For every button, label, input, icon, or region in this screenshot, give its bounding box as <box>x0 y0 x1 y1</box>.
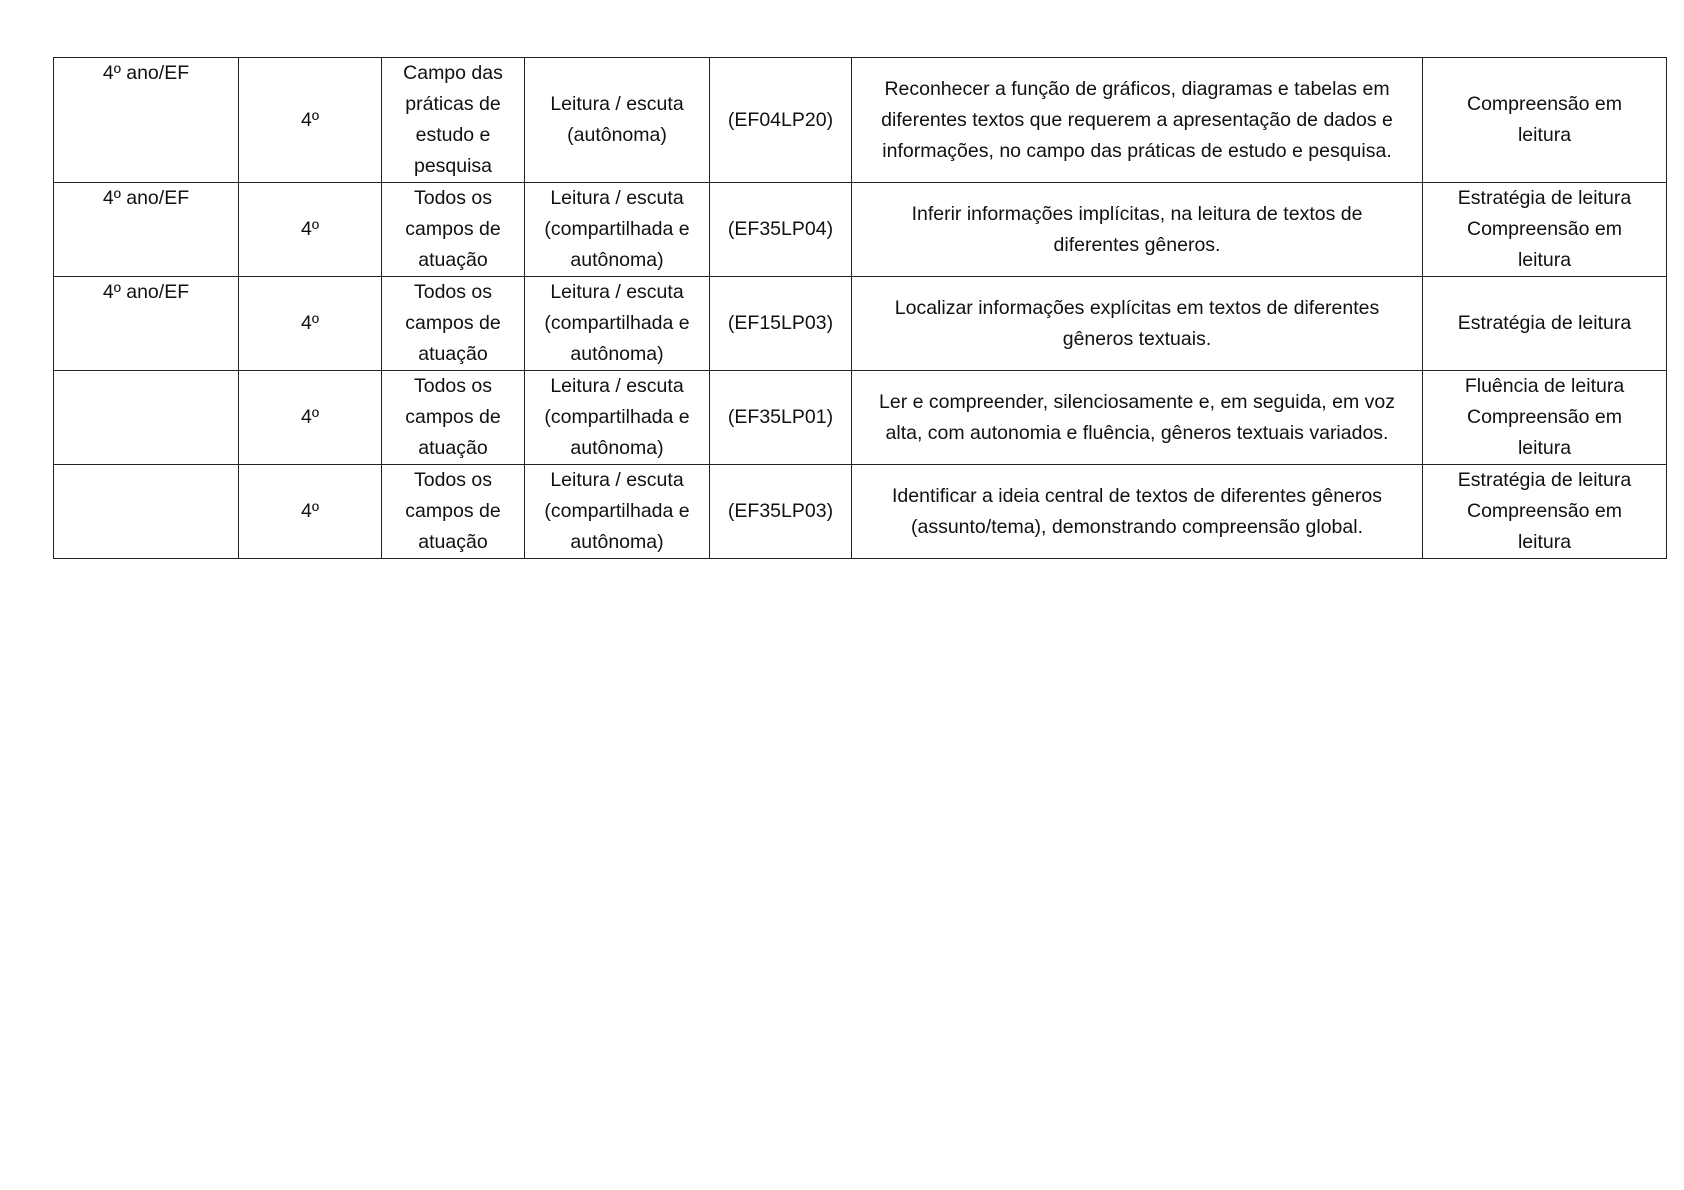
table-row <box>54 277 1667 371</box>
skill-code-cell-text: (EF04LP20) <box>727 108 834 131</box>
field-cell-line: práticas de <box>405 93 501 115</box>
year-cell <box>54 465 239 559</box>
field-cell <box>382 371 525 465</box>
document-page <box>53 57 1666 559</box>
skill-description-cell-line: Identificar a ideia central de textos de diferentes gêneros <box>892 484 1382 507</box>
focus-cell-line: Estratégia de leitura <box>1457 469 1632 491</box>
year-cell-text: 4º ano/EF <box>102 281 190 303</box>
field-cell-line: pesquisa <box>413 155 493 177</box>
field-cell-line: Todos os <box>413 469 493 491</box>
practice-cell-line: Leitura / escuta <box>550 375 684 397</box>
practice-cell-line: (compartilhada e <box>544 406 690 428</box>
focus-cell-line: Compreensão em <box>1467 500 1622 522</box>
field-cell <box>382 277 525 371</box>
skill-description-cell-line: (assunto/tema), demonstrando compreensão global. <box>910 515 1363 538</box>
focus-cell <box>1423 277 1667 371</box>
year-cell <box>54 277 239 371</box>
skill-description-cell <box>852 371 1423 465</box>
skill-description-cell <box>852 277 1423 371</box>
skill-description-cell <box>852 465 1423 559</box>
grade-cell <box>239 465 382 559</box>
table-row <box>54 58 1667 183</box>
practice-cell-line: (compartilhada e <box>544 500 690 522</box>
practice-cell-line: autônoma) <box>570 437 664 459</box>
focus-cell-line: leitura <box>1517 531 1572 553</box>
practice-cell-line: (compartilhada e <box>544 218 690 240</box>
skill-description-cell-line: Reconhecer a função de gráficos, diagramas e tabelas em <box>884 77 1390 100</box>
skill-code-cell <box>710 183 852 277</box>
field-cell-line: atuação <box>418 343 488 365</box>
grade-cell-text: 4º <box>301 406 319 428</box>
field-cell-line: Campo das <box>403 62 503 84</box>
skill-description-cell <box>852 58 1423 183</box>
focus-cell-line: Estratégia de leitura <box>1457 312 1632 334</box>
skill-description-cell-line: alta, com autonomia e fluência, gêneros textuais variados. <box>885 421 1389 444</box>
practice-cell <box>525 183 710 277</box>
practice-cell <box>525 465 710 559</box>
field-cell-line: Todos os <box>413 187 493 209</box>
field-cell-line: Todos os <box>413 375 493 397</box>
practice-cell-line: autônoma) <box>570 249 664 271</box>
focus-cell-line: Compreensão em <box>1467 406 1622 428</box>
table-body <box>54 58 1667 559</box>
year-cell-text: 4º ano/EF <box>102 187 190 209</box>
field-cell-line: Todos os <box>413 281 493 303</box>
field-cell-line: atuação <box>418 531 488 553</box>
grade-cell-text: 4º <box>301 218 319 240</box>
field-cell <box>382 183 525 277</box>
practice-cell-line: (autônoma) <box>567 124 667 146</box>
skill-code-cell <box>710 58 852 183</box>
field-cell <box>382 465 525 559</box>
practice-cell <box>525 277 710 371</box>
skill-code-cell <box>710 277 852 371</box>
field-cell <box>382 58 525 183</box>
focus-cell-line: Compreensão em <box>1467 218 1622 240</box>
practice-cell <box>525 58 710 183</box>
skill-code-cell-text: (EF15LP03) <box>727 312 834 334</box>
skill-code-cell-text: (EF35LP01) <box>727 406 834 428</box>
year-cell <box>54 58 239 183</box>
skill-description-cell-line: Inferir informações implícitas, na leitura de textos de <box>911 202 1363 225</box>
grade-cell-text: 4º <box>301 108 319 131</box>
practice-cell-line: autônoma) <box>570 343 664 365</box>
field-cell-line: atuação <box>418 437 488 459</box>
focus-cell-line: leitura <box>1517 437 1572 459</box>
focus-cell <box>1423 465 1667 559</box>
table-row <box>54 465 1667 559</box>
skill-description-cell-line: diferentes textos que requerem a apresentação de dados e <box>881 108 1393 131</box>
field-cell-line: campos de <box>405 406 501 428</box>
practice-cell-line: Leitura / escuta <box>550 187 684 209</box>
focus-cell <box>1423 371 1667 465</box>
focus-cell-line: Estratégia de leitura <box>1457 187 1632 209</box>
grade-cell <box>239 58 382 183</box>
focus-cell-line: leitura <box>1517 124 1572 146</box>
field-cell-line: campos de <box>405 218 501 240</box>
table-row <box>54 183 1667 277</box>
year-cell <box>54 371 239 465</box>
field-cell-line: campos de <box>405 312 501 334</box>
grade-cell-text: 4º <box>301 500 319 522</box>
field-cell-line: estudo e <box>415 124 491 146</box>
skill-description-cell-line: informações, no campo das práticas de estudo e pesquisa. <box>882 139 1392 162</box>
grade-cell <box>239 371 382 465</box>
curriculum-table <box>53 57 1667 559</box>
skill-code-cell-text: (EF35LP03) <box>727 500 834 522</box>
practice-cell-line: Leitura / escuta <box>550 281 684 303</box>
grade-cell-text: 4º <box>301 312 319 334</box>
skill-description-cell-line: diferentes gêneros. <box>1053 233 1221 256</box>
skill-code-cell <box>710 371 852 465</box>
practice-cell <box>525 371 710 465</box>
skill-description-cell <box>852 183 1423 277</box>
table-row <box>54 371 1667 465</box>
skill-code-cell-text: (EF35LP04) <box>727 218 834 240</box>
skill-description-cell-line: gêneros textuais. <box>1062 327 1212 350</box>
year-cell-text: 4º ano/EF <box>102 62 190 84</box>
grade-cell <box>239 277 382 371</box>
grade-cell <box>239 183 382 277</box>
skill-code-cell <box>710 465 852 559</box>
practice-cell-line: Leitura / escuta <box>550 93 684 115</box>
field-cell-line: atuação <box>418 249 488 271</box>
focus-cell-line: Fluência de leitura <box>1464 375 1625 397</box>
year-cell <box>54 183 239 277</box>
skill-description-cell-line: Localizar informações explícitas em textos de diferentes <box>894 296 1380 319</box>
focus-cell <box>1423 58 1667 183</box>
practice-cell-line: Leitura / escuta <box>550 469 684 491</box>
skill-description-cell-line: Ler e compreender, silenciosamente e, em seguida, em voz <box>879 390 1395 413</box>
focus-cell-line: leitura <box>1517 249 1572 271</box>
field-cell-line: campos de <box>405 500 501 522</box>
practice-cell-line: (compartilhada e <box>544 312 690 334</box>
practice-cell-line: autônoma) <box>570 531 664 553</box>
focus-cell-line: Compreensão em <box>1467 93 1622 115</box>
focus-cell <box>1423 183 1667 277</box>
